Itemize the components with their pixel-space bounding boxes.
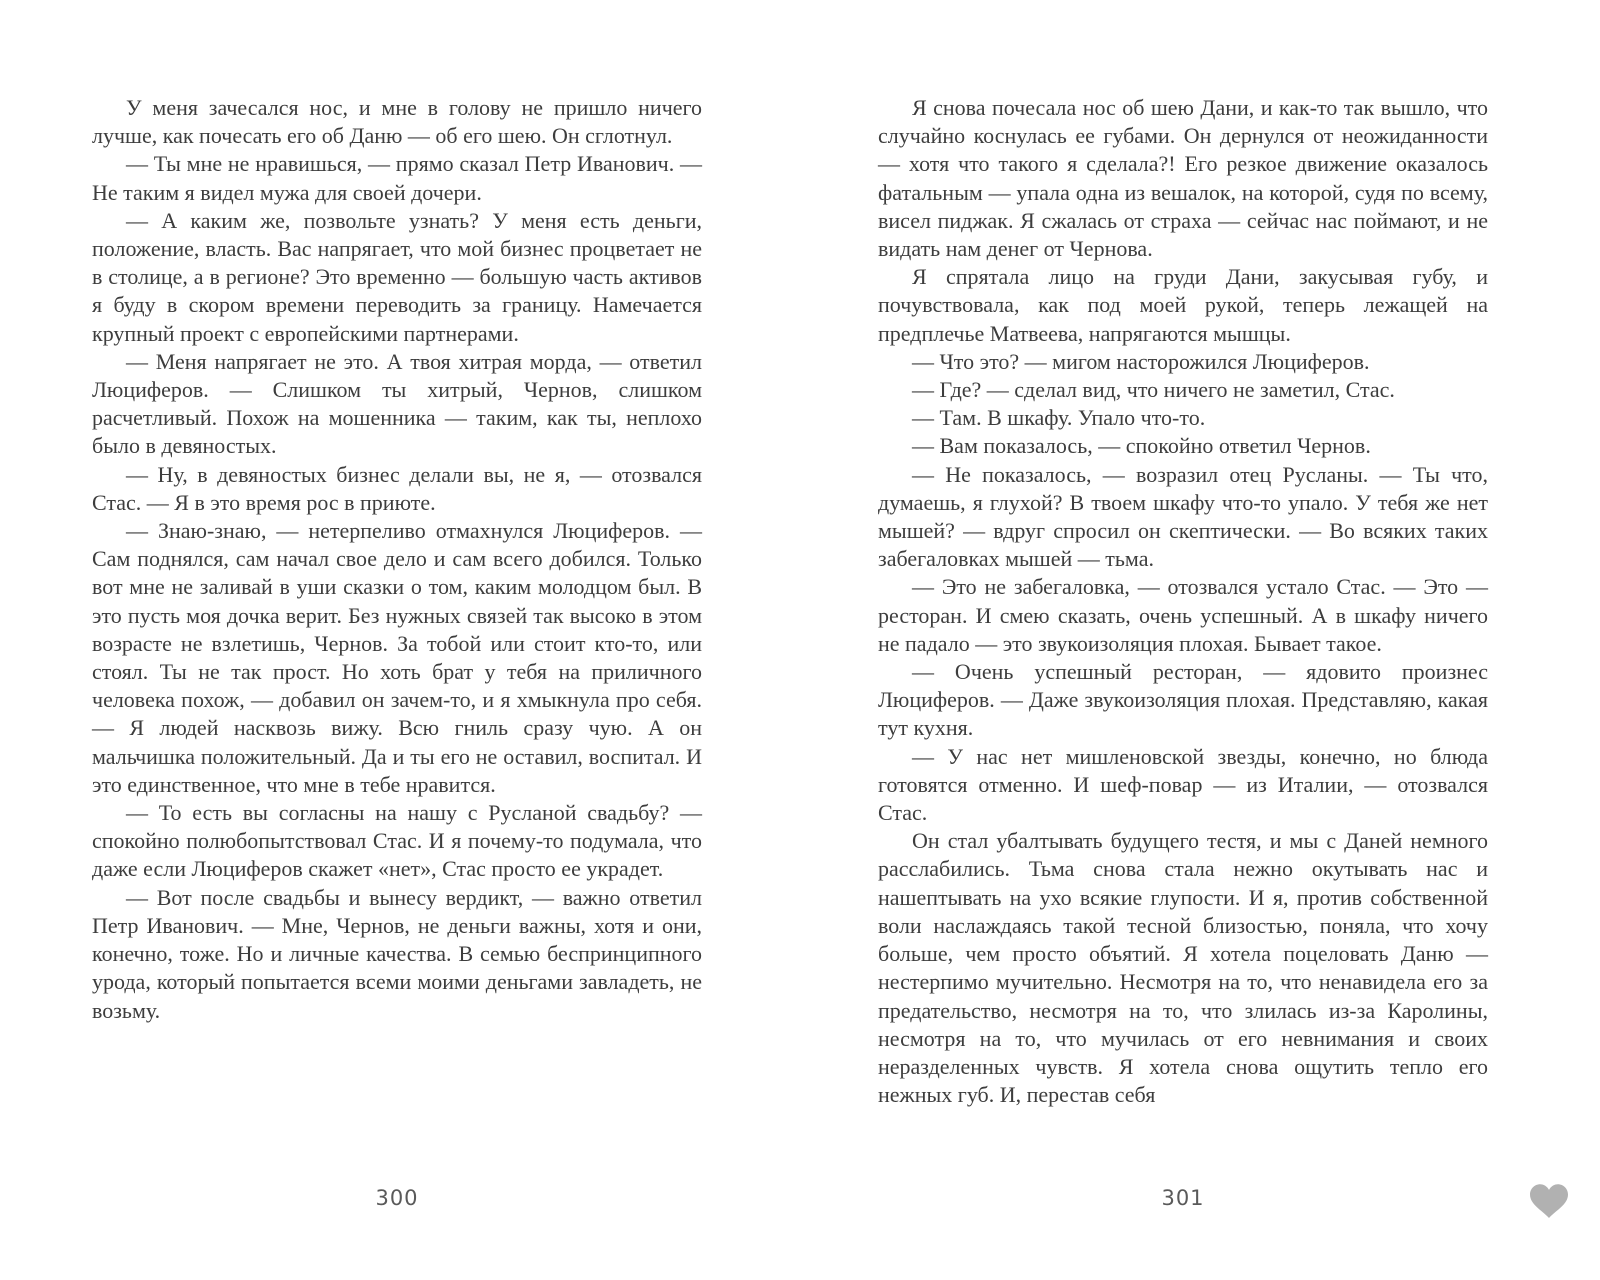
- paragraph: — Не показалось, — возразил отец Русланы. — Ты что, думаешь, я глухой? В твоем шкафу что-то упало. У тебя же нет мышей? — вдруг спросил он скептически. — Во всяких таких забегаловках мышей — тьма.: [878, 461, 1488, 572]
- page-right-text: [878, 94, 1488, 1109]
- paragraph: — Знаю-знаю, — нетерпеливо отмахнулся Люциферов. — Сам поднялся, сам начал свое дело и сам всего добился. Только вот мне не заливай в уши сказки о том, каким молодцом был. В это пусть моя дочка верит. Без нужных связей так высоко в этом возрасте не взлетишь, Чернов. За тобой или стоит кто-то, или стоял. Ты не так прост. Но хоть брат у тебя на приличного человека похож, — добавил он зачем-то, и я хмыкнула про себя. — Я людей насквозь вижу. Всю гниль сразу чую. А он мальчишка положительный. Да и ты его не оставил, воспитал. И это единственное, что мне в тебе нравится.: [92, 518, 702, 797]
- paragraph: — Ну, в девяностых бизнес делали вы, не я, — отозвался Стас. — Я в это время рос в приюте.: [92, 461, 702, 515]
- page-left: [92, 94, 702, 1025]
- paragraph: — Ты мне не нравишься, — прямо сказал Петр Иванович. — Не таким я видел мужа для своей дочери.: [92, 151, 702, 205]
- paragraph: — Вот после свадьбы и вынесу вердикт, — важно ответил Петр Иванович. — Мне, Чернов, не деньги важны, хотя и они, конечно, тоже. Но и личные качества. В семью беспринципного урода, который попытается всеми моими деньгами завладеть, не возьму.: [92, 884, 702, 1023]
- paragraph: — Где? — сделал вид, что ничего не заметил, Стас.: [912, 377, 1395, 403]
- paragraph: — Меня напрягает не это. А твоя хитрая морда, — ответил Люциферов. — Слишком ты хитрый, Чернов, слишком расчетливый. Похож на мошенника — таким, как ты, неплохо было в девяностых.: [92, 348, 702, 459]
- paragraph: — У нас нет мишленовской звезды, конечно, но блюда готовятся отменно. И шеф-повар — из Италии, — отозвался Стас.: [878, 743, 1488, 826]
- paragraph: — Там. В шкафу. Упало что-то.: [912, 405, 1206, 431]
- page-right: [878, 94, 1488, 1109]
- paragraph: — Что это? — мигом насторожился Люциферов.: [912, 348, 1370, 374]
- heart-shape: [1530, 1184, 1568, 1218]
- paragraph: Он стал убалтывать будущего тестя, и мы с Даней немного расслабились. Тьма снова стала нежно окутывать нас и нашептывать на ухо всякие глупости. И я, против собственной воли наслаждаясь такой тесной близостью, поняла, что хочу больше, чем просто объятий. Я хотела поцеловать Даню — нестерпимо мучительно. Несмотря на то, что ненавидела его за предательство, несмотря на то, что злилась из-за Каролины, несмотря на то, что мучилась от его невнимания и своих неразделенных чувств. Я хотела снова ощутить тепло его нежных губ. И, перестав себя: [878, 828, 1488, 1108]
- paragraph: Я снова почесала нос об шею Дани, и как-то так вышло, что случайно коснулась ее губами. Он дернулся от неожиданности — хотя что такого я сделала?! Его резкое движение оказалось фатальным — упала одна из вешалок, на которой, судя по всему, висел пиджак. Я сжалась от страха — сейчас нас поймают, и не видать нам денег от Чернова.: [878, 95, 1488, 262]
- page-number-left: 300: [375, 1186, 419, 1210]
- favorite-heart-icon[interactable]: [1530, 1184, 1568, 1219]
- page-left-text: [92, 94, 702, 1025]
- paragraph: Я спрятала лицо на груди Дани, закусывая губу, и почувствовала, как под моей рукой, теперь лежащей на предплечье Матвеева, напрягаются мышцы.: [878, 264, 1488, 346]
- paragraph: — Это не забегаловка, — отозвался устало Стас. — Это — ресторан. И смею сказать, очень успешный. А в шкафу ничего не падало — это звукоизоляция плохая. Бывает такое.: [878, 574, 1488, 656]
- paragraph: — Очень успешный ресторан, — ядовито произнес Люциферов. — Даже звукоизоляция плохая. Представляю, какая тут кухня.: [878, 659, 1488, 741]
- paragraph: — А каким же, позвольте узнать? У меня есть деньги, положение, власть. Вас напрягает, что мой бизнес процветает не в столице, а в регионе? Это временно — большую часть активов я буду в скором времени переводить за границу. Намечается крупный проект с европейскими партнерами.: [92, 207, 702, 346]
- paragraph: — Вам показалось, — спокойно ответил Чернов.: [912, 433, 1371, 459]
- paragraph: — То есть вы согласны на нашу с Русланой свадьбу? — спокойно полюбопытствовал Стас. И я почему-то подумала, что даже если Люциферов скажет «нет», Стас просто ее украдет.: [92, 800, 702, 882]
- paragraph: У меня зачесался нос, и мне в голову не пришло ничего лучше, как почесать его об Даню — об его шею. Он сглотнул.: [92, 95, 702, 149]
- page-number-right: 301: [1161, 1186, 1205, 1210]
